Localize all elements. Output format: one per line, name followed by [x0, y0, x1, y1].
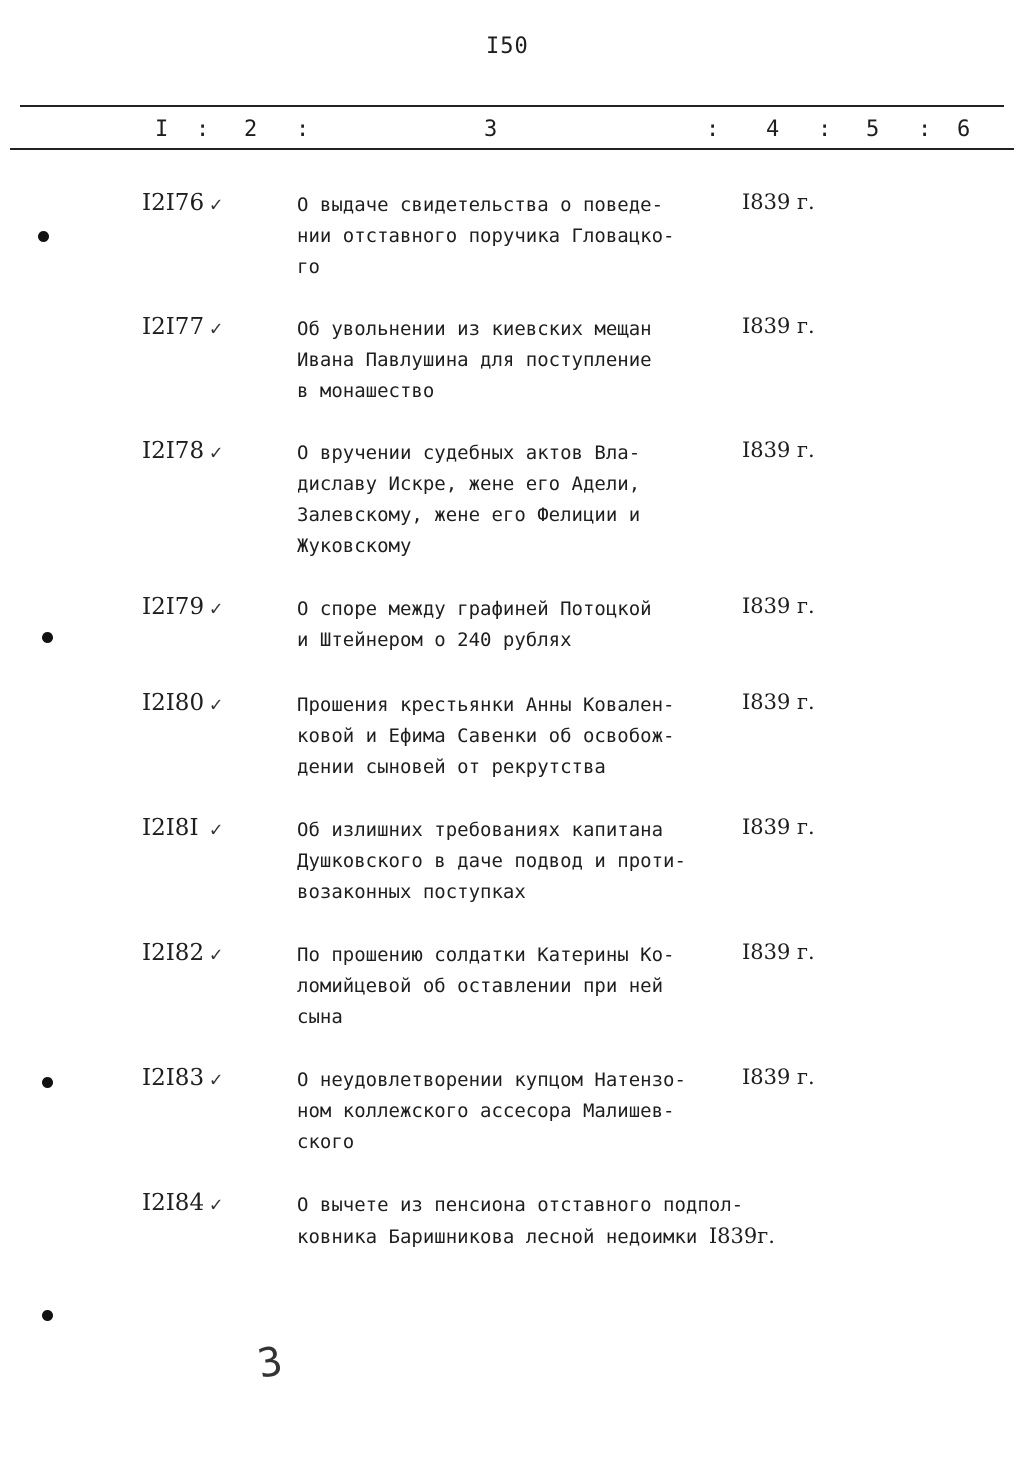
description-line: ковой и Ефима Савенки об освобож- [297, 725, 675, 747]
description-line: О вычете из пенсиона отставного подпол- [297, 1194, 744, 1216]
check-mark-icon: ✓ [210, 192, 223, 216]
column-header-5: 5 [866, 117, 880, 142]
description-line: О вручении судебных актов Вла- [297, 442, 641, 464]
description-line: ковника Баришникова лесной недоимки [297, 1226, 698, 1248]
description-line: и Штейнером о 240 рублях [297, 629, 572, 651]
column-header-6: 6 [957, 117, 971, 142]
case-number: I2I77 [142, 314, 205, 340]
case-description [297, 314, 737, 407]
handwritten-mark: 3 [254, 1338, 286, 1388]
description-line: Ивана Павлушина для поступление [297, 349, 652, 371]
case-description [297, 690, 737, 783]
description-line: Залевскому, жене его Фелиции и [297, 504, 641, 526]
column-separator: : [296, 117, 310, 142]
description-line: дении сыновей от рекрутства [297, 756, 606, 778]
description-line: ского [297, 1131, 355, 1153]
description-line: Душковского в даче подвод и проти- [297, 850, 686, 872]
description-line: в монашество [297, 380, 435, 402]
case-year: I839 г. [742, 594, 815, 618]
case-number: I2I76 [142, 190, 205, 216]
description-line: диславу Искре, жене его Адели, [297, 473, 641, 495]
case-number: I2I84 [142, 1190, 205, 1216]
check-mark-icon: ✓ [210, 316, 223, 340]
column-header-1: I [155, 117, 169, 142]
page-number: I50 [486, 34, 529, 59]
punch-hole-icon [42, 632, 53, 643]
case-year: I839 г. [742, 438, 815, 462]
description-line: О споре между графиней Потоцкой [297, 598, 652, 620]
description-line: По прошению солдатки Катерины Ко- [297, 944, 675, 966]
case-number: I2I82 [142, 940, 205, 966]
column-separator: : [818, 117, 832, 142]
description-line: сына [297, 1006, 343, 1028]
case-year: I839 г. [742, 815, 815, 839]
column-header-4: 4 [766, 117, 780, 142]
case-year: I839 г. [742, 940, 815, 964]
case-number: I2I83 [142, 1065, 205, 1091]
check-mark-icon: ✓ [210, 596, 223, 620]
case-year: I839 г. [742, 314, 815, 338]
case-number: I2I8I [142, 815, 199, 841]
punch-hole-icon [42, 1310, 53, 1321]
column-separator: : [918, 117, 932, 142]
header-rule-top [20, 105, 1004, 107]
column-header-3: 3 [484, 117, 498, 142]
column-separator: : [706, 117, 720, 142]
column-header-2: 2 [244, 117, 258, 142]
description-line: возаконных поступках [297, 881, 526, 903]
description-line: Об увольнении из киевских мещан [297, 318, 652, 340]
check-mark-icon: ✓ [210, 1067, 223, 1091]
description-line: О неудовлетворении купцом Натензо- [297, 1069, 686, 1091]
case-number: I2I79 [142, 594, 205, 620]
punch-hole-icon [42, 1077, 53, 1088]
case-description [297, 940, 737, 1033]
description-line: го [297, 256, 320, 278]
check-mark-icon: ✓ [210, 942, 223, 966]
check-mark-icon: ✓ [210, 692, 223, 716]
check-mark-icon: ✓ [210, 440, 223, 464]
case-number: I2I78 [142, 438, 205, 464]
case-year: I839 г. [742, 190, 815, 214]
case-year: I839 г. [742, 690, 815, 714]
case-year: I839 г. [742, 1065, 815, 1089]
column-separator: : [196, 117, 210, 142]
description-line: Жуковскому [297, 535, 412, 557]
case-description [297, 1065, 737, 1158]
description-line: О выдаче свидетельства о поведе- [297, 194, 664, 216]
header-rule-bottom [10, 148, 1014, 150]
description-line: ломийцевой об оставлении при ней [297, 975, 664, 997]
case-description [297, 438, 737, 562]
check-mark-icon: ✓ [210, 817, 223, 841]
case-description [297, 1190, 857, 1253]
description-line: Прошения крестьянки Анны Ковален- [297, 694, 675, 716]
punch-hole-icon [38, 231, 49, 242]
case-description [297, 815, 737, 908]
case-year: I839г. [708, 1224, 775, 1248]
case-description [297, 190, 737, 283]
description-line: ном коллежского ассесора Малишев- [297, 1100, 675, 1122]
check-mark-icon: ✓ [210, 1192, 223, 1216]
case-number: I2I80 [142, 690, 205, 716]
description-line: нии отставного поручика Гловацко- [297, 225, 675, 247]
case-description [297, 594, 737, 656]
description-line: Об излишних требованиях капитана [297, 819, 664, 841]
